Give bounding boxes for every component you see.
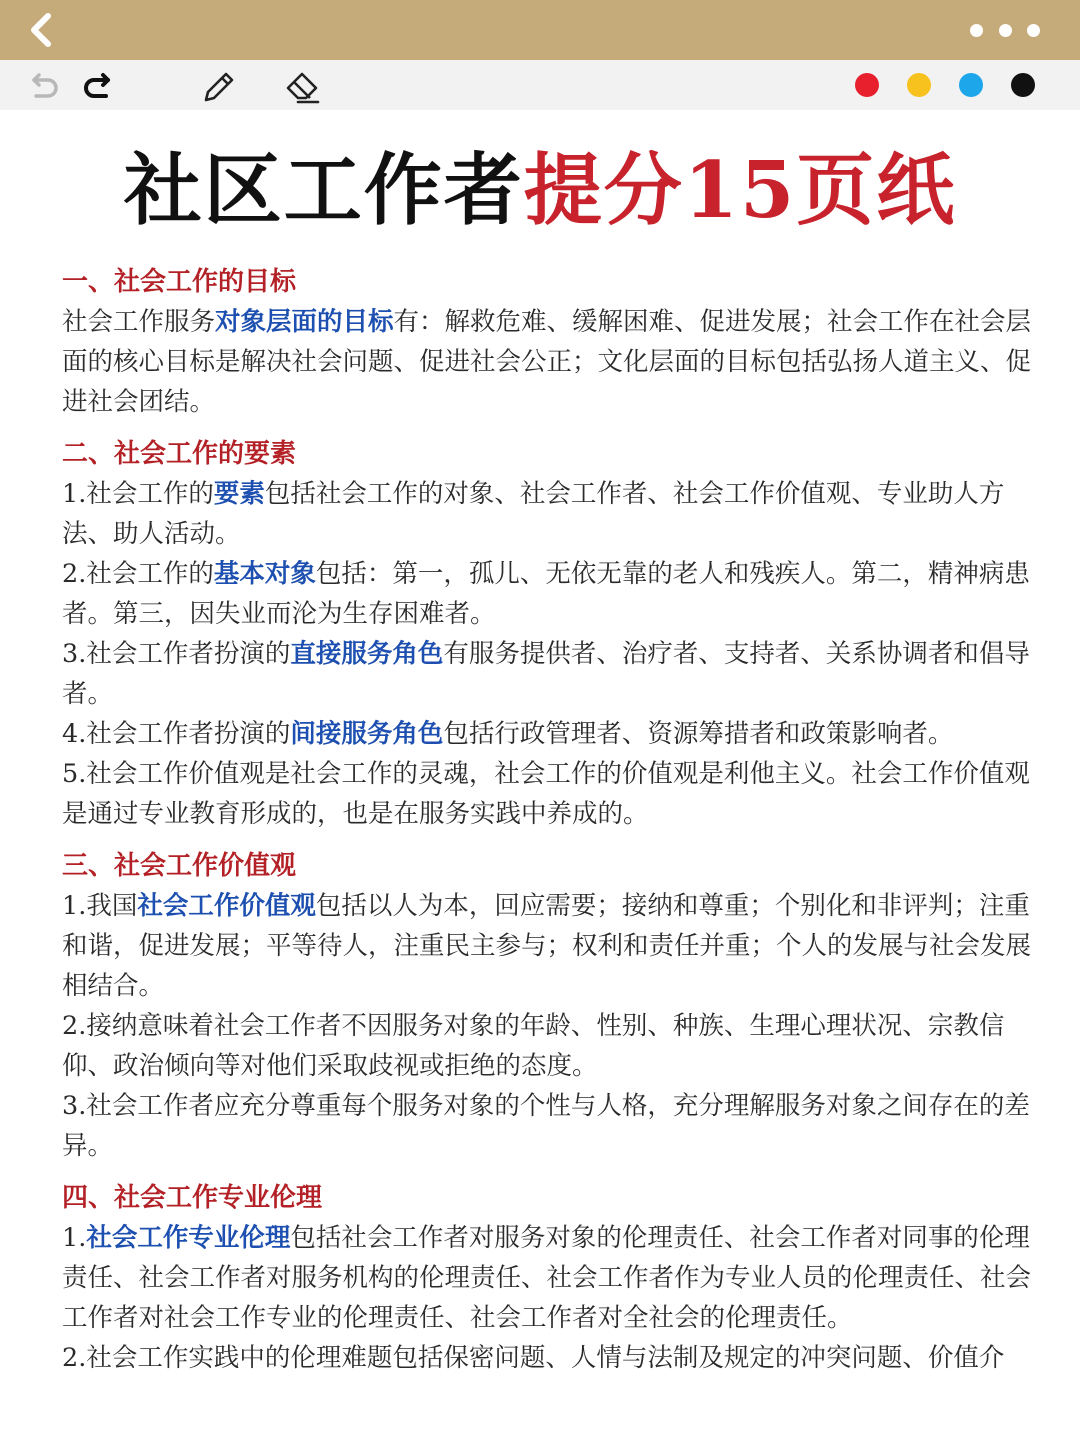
text-run: 3.社会工作者扮演的 bbox=[62, 639, 291, 669]
section bbox=[62, 846, 1052, 1166]
title-black-part: 社区工作者 bbox=[123, 145, 524, 236]
text-run: 2.社会工作实践中的伦理难题包括保密问题、人情与法制及规定的冲突问题、价值介 bbox=[62, 1343, 1005, 1373]
text-run: 4.社会工作者扮演的 bbox=[62, 719, 291, 749]
text-run: 包括社会工作的对象、社会工作者、社会工作价值观、专业助人方法、助人活动。 bbox=[62, 479, 1005, 549]
eraser-icon bbox=[282, 66, 322, 106]
paragraph bbox=[62, 1338, 1052, 1378]
text-run: 1.我国 bbox=[62, 891, 138, 921]
pencil-button[interactable] bbox=[198, 66, 238, 106]
undo-button[interactable] bbox=[22, 66, 62, 106]
color-swatch-yellow[interactable] bbox=[907, 73, 931, 97]
highlighted-term: 要素 bbox=[213, 479, 265, 509]
highlighted-term: 直接服务角色 bbox=[290, 639, 444, 669]
section bbox=[62, 434, 1052, 834]
paragraph bbox=[62, 302, 1052, 422]
text-run: 5.社会工作价值观是社会工作的灵魂，社会工作的价值观是利他主义。社会工作价值观是通过专业教育形成的，也是在服务实践中养成的。 bbox=[62, 759, 1030, 829]
text-run: 包括社会工作者对服务对象的伦理责任、社会工作者对同事的伦理责任、社会工作者对服务机构的伦理责任、社会工作者作为专业人员的伦理责任、社会工作者对社会工作专业的伦理责任、社会工作者对全社会的伦理责任。 bbox=[62, 1223, 1032, 1333]
highlighted-term: 基本对象 bbox=[213, 559, 316, 589]
drawing-toolbar bbox=[0, 60, 1080, 110]
text-run: 包括以人为本，回应需要；接纳和尊重；个别化和非评判；注重和谐，促进发展；平等待人，注重民主参与；权利和责任并重；个人的发展与社会发展相结合。 bbox=[62, 891, 1032, 1001]
text-run: 包括：第一，孤儿、无依无靠的老人和残疾人。第二，精神病患者。第三，因失业而沦为生存困难者。 bbox=[62, 559, 1030, 629]
section-heading: 四、社会工作专业伦理 bbox=[62, 1183, 323, 1213]
highlighted-term: 间接服务角色 bbox=[290, 719, 444, 749]
section-heading: 三、社会工作价值观 bbox=[62, 851, 297, 881]
text-run: 有服务提供者、治疗者、支持者、关系协调者和倡导者。 bbox=[62, 639, 1030, 709]
paragraph bbox=[62, 554, 1052, 634]
paragraph bbox=[62, 1218, 1052, 1338]
text-run: 3.社会工作者应充分尊重每个服务对象的个性与人格，充分理解服务对象之间存在的差异。 bbox=[62, 1091, 1030, 1161]
more-dot-icon bbox=[970, 24, 983, 37]
highlighted-term: 社会工作价值观 bbox=[137, 891, 316, 921]
color-swatch-red[interactable] bbox=[855, 73, 879, 97]
page-title bbox=[0, 128, 1080, 240]
highlighted-term: 社会工作专业伦理 bbox=[86, 1223, 291, 1253]
text-run: 2.社会工作的 bbox=[62, 559, 214, 589]
more-options-button[interactable] bbox=[970, 18, 1040, 42]
text-run: 社会工作服务 bbox=[62, 307, 216, 337]
chevron-left-icon bbox=[24, 10, 64, 50]
paragraph bbox=[62, 1006, 1052, 1086]
eraser-button[interactable] bbox=[282, 66, 322, 106]
top-bar bbox=[0, 0, 1080, 60]
text-run: 1.社会工作的 bbox=[62, 479, 214, 509]
more-dot-icon bbox=[1027, 24, 1040, 37]
paragraph bbox=[62, 754, 1052, 834]
paragraph bbox=[62, 474, 1052, 554]
color-swatch-black[interactable] bbox=[1011, 73, 1035, 97]
back-button[interactable] bbox=[24, 10, 64, 50]
paragraph bbox=[62, 1086, 1052, 1166]
paragraph bbox=[62, 886, 1052, 1006]
section bbox=[62, 262, 1052, 422]
section bbox=[62, 1178, 1052, 1378]
more-dot-icon bbox=[999, 24, 1012, 37]
text-run: 有：解救危难、缓解困难、促进发展；社会工作在社会层面的核心目标是解决社会问题、促进社会公正；文化层面的目标包括弘扬人道主义、促进社会团结。 bbox=[62, 307, 1032, 417]
pencil-icon bbox=[198, 66, 238, 106]
document-body bbox=[62, 262, 1052, 1390]
paragraph bbox=[62, 714, 1052, 754]
redo-button[interactable] bbox=[80, 66, 120, 106]
text-run: 1. bbox=[62, 1223, 87, 1253]
paragraph bbox=[62, 634, 1052, 714]
redo-icon bbox=[80, 66, 120, 106]
title-red-part: 提分15页纸 bbox=[523, 145, 957, 236]
text-run: 2.接纳意味着社会工作者不因服务对象的年龄、性别、种族、生理心理状况、宗教信仰、政治倾向等对他们采取歧视或拒绝的态度。 bbox=[62, 1011, 1005, 1081]
color-swatch-blue[interactable] bbox=[959, 73, 983, 97]
text-run: 包括行政管理者、资源筹措者和政策影响者。 bbox=[443, 719, 954, 749]
highlighted-term: 对象层面的目标 bbox=[215, 307, 394, 337]
section-heading: 二、社会工作的要素 bbox=[62, 439, 297, 469]
undo-icon bbox=[22, 66, 62, 106]
section-heading: 一、社会工作的目标 bbox=[62, 267, 297, 297]
